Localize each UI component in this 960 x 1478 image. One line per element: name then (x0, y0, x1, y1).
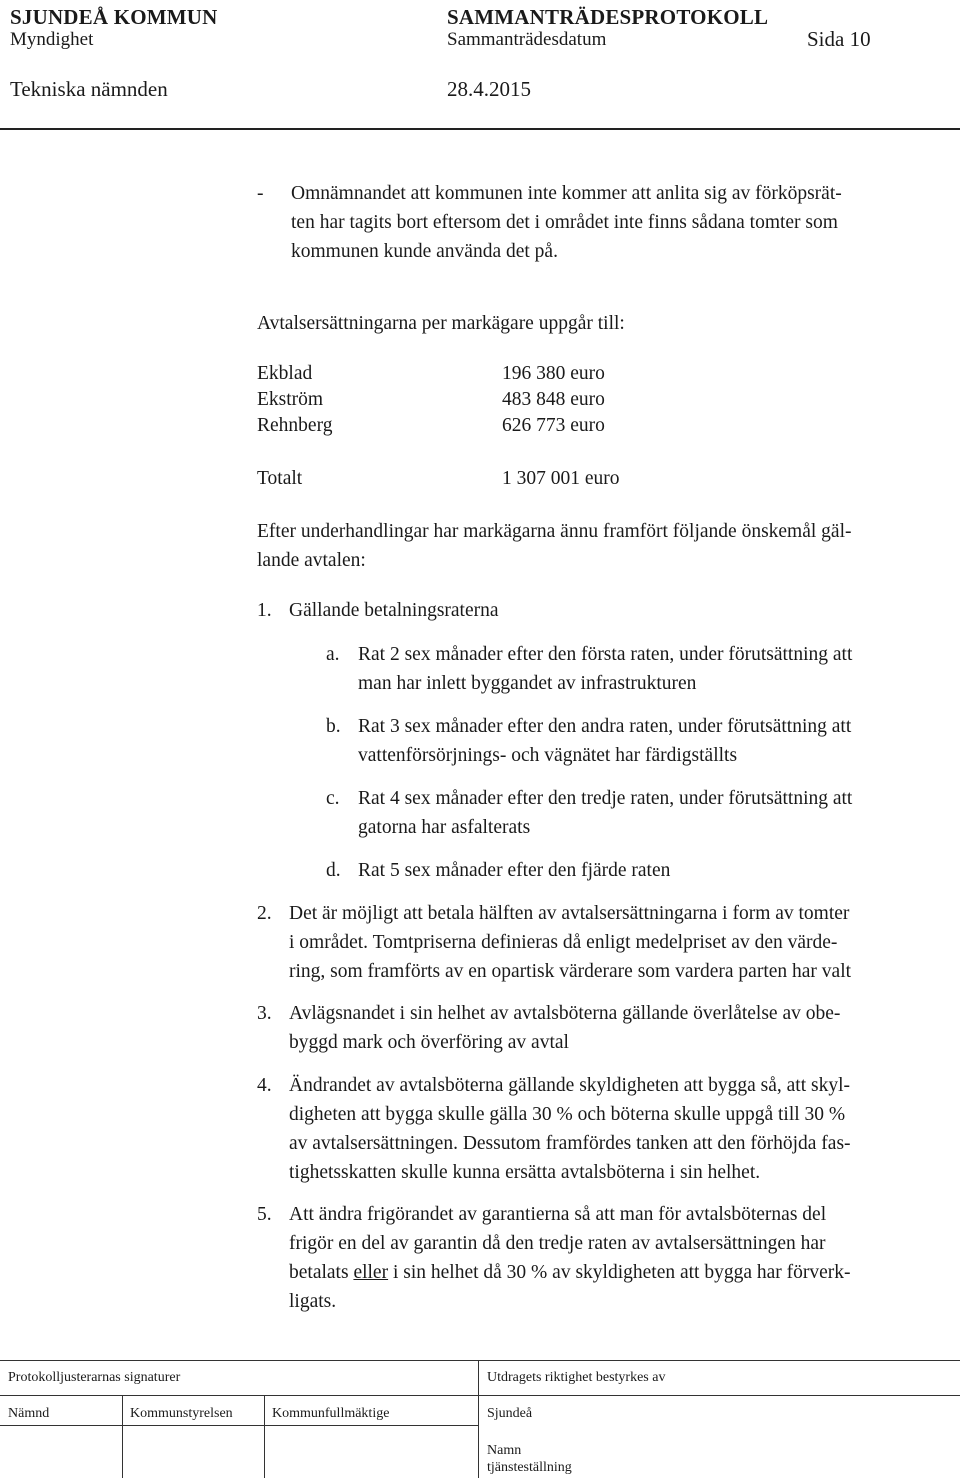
date-label: Sammanträdesdatum (447, 29, 607, 50)
sub-item-letter: d. (326, 860, 341, 881)
page-number: Sida 10 (807, 27, 871, 51)
footer-top-rule (0, 1360, 960, 1361)
owner-amount: 626 773 euro (502, 415, 605, 436)
footer-col-executive: Kommunstyrelsen (130, 1406, 233, 1421)
certify-label: Utdragets riktighet bestyrkes av (487, 1370, 666, 1385)
compensation-intro: Avtalsersättningarna per markägare uppgår till: (257, 313, 625, 334)
item-text: Att ändra frigörandet av garantierna så att man för avtalsböternas del (289, 1204, 827, 1225)
footer-col-divider (122, 1395, 123, 1478)
footer-col-board: Nämnd (8, 1406, 50, 1421)
bullet-line: ten har tagits bort eftersom det i området inte finns sådana tomter som (291, 212, 838, 233)
footer-mid-rule (0, 1395, 960, 1396)
authority-label: Myndighet (10, 29, 94, 50)
owner-name: Rehnberg (257, 415, 333, 436)
item-number: 3. (257, 1003, 272, 1024)
item-text: Ändrandet av avtalsböterna gällande skyldigheten att bygga så, att skyl- (289, 1075, 850, 1096)
sub-item-text: Rat 4 sex månader efter den tredje raten, under förutsättning att (358, 788, 853, 809)
item-text: Gällande betalningsraterna (289, 600, 499, 621)
item-text: frigör en del av garantin då den tredje raten av avtalsersättningen har (289, 1233, 826, 1254)
footer-col-council: Kommunfullmäktige (272, 1406, 390, 1421)
signatures-label: Protokolljusterarnas signaturer (8, 1370, 181, 1385)
municipality-name: SJUNDEÅ KOMMUN (10, 5, 218, 29)
footer-col-divider (264, 1395, 265, 1478)
underlined-word: eller (353, 1262, 389, 1283)
item-number: 2. (257, 903, 272, 924)
bullet-line: Omnämnandet att kommunen inte kommer att anlita sig av förköpsrät- (291, 183, 842, 204)
total-amount: 1 307 001 euro (502, 468, 620, 489)
item-text: byggd mark och överföring av avtal (289, 1032, 569, 1053)
item-text: digheten att bygga skulle gälla 30 % och böterna skulle uppgå till 30 % (289, 1104, 846, 1125)
bullet-dash: - (257, 183, 264, 204)
item-text: ring, som framförts av en opartisk värderare som vardera parten har valt (289, 961, 852, 982)
item-text: i sin helhet då 30 % av skyldigheten att bygga har förverk- (388, 1262, 851, 1283)
owner-amount: 483 848 euro (502, 389, 605, 410)
document-type: SAMMANTRÄDESPROTOKOLL (447, 5, 769, 29)
requests-line: lande avtalen: (257, 550, 366, 571)
footer-col-rule (0, 1425, 478, 1426)
sub-item-letter: b. (326, 716, 341, 737)
sub-item-text: vattenförsörjnings- och vägnätet har färdigställts (358, 745, 738, 766)
total-label: Totalt (257, 468, 303, 489)
sub-item-text: man har inlett byggandet av infrastrukturen (358, 673, 697, 694)
item-text: Avlägsnandet i sin helhet av avtalsböterna gällande överlåtelse av obe- (289, 1003, 841, 1024)
owner-amount: 196 380 euro (502, 363, 605, 384)
item-text: ligats. (289, 1291, 337, 1312)
item-text: tighetsskatten skulle kunna ersätta avtalsböterna i sin helhet. (289, 1162, 761, 1183)
item-text: Det är möjligt att betala hälften av avtalsersättningarna i form av tomter (289, 903, 850, 924)
footer-name-label: Namn (487, 1443, 522, 1458)
footer-place: Sjundeå (487, 1406, 533, 1421)
sub-item-letter: a. (326, 644, 340, 665)
meeting-date: 28.4.2015 (447, 77, 531, 101)
sub-item-text: Rat 2 sex månader efter den första raten, under förutsättning att (358, 644, 853, 665)
sub-item-text: Rat 3 sex månader efter den andra raten, under förutsättning att (358, 716, 852, 737)
item-number: 4. (257, 1075, 272, 1096)
requests-line: Efter underhandlingar har markägarna ännu framfört följande önskemål gäl- (257, 521, 852, 542)
item-text-line (289, 1259, 851, 1288)
item-text: i området. Tomtpriserna definieras då enligt medelpriset av den värde- (289, 932, 838, 953)
owner-name: Ekblad (257, 363, 313, 384)
footer-title-label: tjänsteställning (487, 1460, 572, 1475)
sub-item-text: gatorna har asfalterats (358, 817, 531, 838)
owner-name: Ekström (257, 389, 324, 410)
sub-item-text: Rat 5 sex månader efter den fjärde raten (358, 860, 671, 881)
footer-center-divider (478, 1360, 479, 1478)
sub-item-letter: c. (326, 788, 340, 809)
item-number: 5. (257, 1204, 272, 1225)
bullet-line: kommunen kunde använda det på. (291, 241, 558, 262)
item-text: av avtalsersättningen. Dessutom framfördes tanken att den förhöjda fas- (289, 1133, 851, 1154)
header-divider (0, 128, 960, 130)
authority-name: Tekniska nämnden (10, 77, 168, 101)
item-number: 1. (257, 600, 272, 621)
item-text: betalats (289, 1262, 354, 1283)
